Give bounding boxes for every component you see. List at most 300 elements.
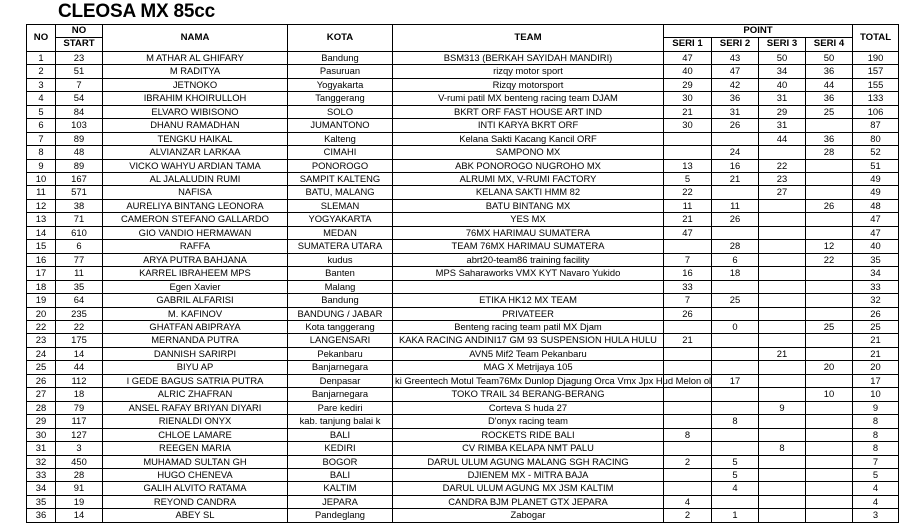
cell-total: 4 [853,482,899,495]
cell-seri-1 [664,442,712,455]
cell-team: BSM313 (BERKAH SAYIDAH MANDIRI) [393,51,664,64]
cell-kota: Tanggerang [288,92,393,105]
table-row [27,105,899,118]
cell-start: 84 [56,105,103,118]
cell-no: 22 [27,320,56,333]
table-row [27,468,899,481]
cell-seri-4 [806,468,853,481]
cell-seri-1: 8 [664,428,712,441]
cell-kota: Pekanbaru [288,347,393,360]
cell-start: 89 [56,159,103,172]
cell-seri-2 [712,226,759,239]
cell-seri-4 [806,509,853,522]
cell-seri-3: 31 [759,92,806,105]
cell-seri-4: 26 [806,199,853,212]
cell-start: 571 [56,186,103,199]
cell-nama: GALIH ALVITO RATAMA [103,482,288,495]
cell-seri-3 [759,334,806,347]
table-row [27,294,899,307]
cell-seri-3: 23 [759,172,806,185]
table-row [27,213,899,226]
cell-no: 28 [27,401,56,414]
cell-nama: ELVARO WIBISONO [103,105,288,118]
cell-nama: MUHAMAD SULTAN GH [103,455,288,468]
cell-seri-1: 11 [664,199,712,212]
cell-seri-4: 50 [806,51,853,64]
table-row [27,51,899,64]
table-row [27,186,899,199]
cell-seri-3 [759,280,806,293]
cell-no: 15 [27,240,56,253]
standings-table [26,24,899,523]
table-row [27,240,899,253]
table-row [27,509,899,522]
cell-kota: SUMATERA UTARA [288,240,393,253]
cell-seri-2: 31 [712,105,759,118]
cell-team [393,280,664,293]
cell-seri-1: 7 [664,294,712,307]
cell-seri-4 [806,172,853,185]
cell-no: 30 [27,428,56,441]
cell-seri-1 [664,415,712,428]
table-row [27,361,899,374]
cell-no: 4 [27,92,56,105]
cell-seri-4: 12 [806,240,853,253]
cell-start: 28 [56,468,103,481]
cell-kota: Malang [288,280,393,293]
cell-seri-2: 26 [712,213,759,226]
cell-seri-1 [664,132,712,145]
cell-kota: PONOROGO [288,159,393,172]
header-seri-1: SERI 1 [664,38,712,51]
cell-seri-2: 43 [712,51,759,64]
cell-team: DJIENEM MX - MITRA BAJA [393,468,664,481]
cell-seri-3 [759,415,806,428]
cell-seri-3: 34 [759,65,806,78]
page-title: CLEOSA MX 85cc [58,1,215,22]
cell-seri-4 [806,213,853,226]
cell-no: 11 [27,186,56,199]
cell-kota: kab. tanjung balai k [288,415,393,428]
cell-total: 8 [853,442,899,455]
cell-kota: Banjarnegara [288,388,393,401]
table-row [27,495,899,508]
cell-seri-4: 22 [806,253,853,266]
cell-kota: BOGOR [288,455,393,468]
table-row [27,226,899,239]
cell-seri-1: 2 [664,509,712,522]
cell-no: 17 [27,267,56,280]
cell-no: 16 [27,253,56,266]
cell-no: 12 [27,199,56,212]
cell-kota: SAMPIT KALTENG [288,172,393,185]
cell-nama: CAMERON STEFANO GALLARDO [103,213,288,226]
cell-kota: MEDAN [288,226,393,239]
cell-seri-1: 29 [664,78,712,91]
cell-seri-3 [759,468,806,481]
cell-seri-4 [806,159,853,172]
cell-kota: LANGENSARI [288,334,393,347]
cell-seri-1: 21 [664,213,712,226]
cell-seri-1: 47 [664,226,712,239]
cell-seri-3 [759,428,806,441]
cell-seri-2: 25 [712,294,759,307]
cell-seri-4 [806,186,853,199]
cell-start: 64 [56,294,103,307]
cell-seri-4 [806,401,853,414]
cell-seri-4 [806,226,853,239]
table-row [27,253,899,266]
table-row [27,388,899,401]
cell-no: 3 [27,78,56,91]
cell-start: 77 [56,253,103,266]
cell-seri-3: 40 [759,78,806,91]
header-no: NO [27,25,56,52]
cell-team: ki Greentech Motul Team76Mx Dunlop Djagung Orca Vmx Jpx Hud Melon ol [393,374,664,387]
cell-team: CANDRA BJM PLANET GTX JEPARA [393,495,664,508]
cell-seri-3 [759,374,806,387]
cell-nama: ANSEL RAFAY BRIYAN DIYARI [103,401,288,414]
cell-kota: Banten [288,267,393,280]
cell-seri-2: 28 [712,240,759,253]
cell-seri-1 [664,401,712,414]
cell-seri-3 [759,253,806,266]
cell-nama: ABEY SL [103,509,288,522]
cell-seri-2: 11 [712,199,759,212]
cell-total: 32 [853,294,899,307]
cell-nama: ALRIC ZHAFRAN [103,388,288,401]
cell-total: 87 [853,119,899,132]
cell-team: abrt20-team86 training facility [393,253,664,266]
cell-seri-4: 36 [806,132,853,145]
cell-total: 40 [853,240,899,253]
cell-nama: M. KAFINOV [103,307,288,320]
cell-no: 20 [27,307,56,320]
cell-start: 89 [56,132,103,145]
cell-seri-1: 5 [664,172,712,185]
cell-total: 49 [853,186,899,199]
cell-team: V-rumi patil MX benteng racing team DJAM [393,92,664,105]
cell-no: 13 [27,213,56,226]
cell-seri-1: 2 [664,455,712,468]
cell-kota: CIMAHI [288,146,393,159]
table-row [27,78,899,91]
cell-seri-2 [712,442,759,455]
cell-no: 2 [27,65,56,78]
cell-seri-2: 47 [712,65,759,78]
cell-total: 21 [853,334,899,347]
cell-seri-1: 16 [664,267,712,280]
cell-nama: GABRIL ALFARISI [103,294,288,307]
table-body [27,51,899,522]
cell-seri-4: 25 [806,105,853,118]
cell-total: 51 [853,159,899,172]
cell-start: 79 [56,401,103,414]
cell-kota: Kalteng [288,132,393,145]
cell-no: 36 [27,509,56,522]
cell-seri-2: 1 [712,509,759,522]
cell-team: ALRUMI MX, V-RUMI FACTORY [393,172,664,185]
cell-seri-2: 16 [712,159,759,172]
cell-seri-2: 24 [712,146,759,159]
header-total: TOTAL [853,25,899,52]
cell-kota: BALI [288,428,393,441]
cell-team: Benteng racing team patil MX Djam [393,320,664,333]
cell-seri-2 [712,132,759,145]
cell-start: 127 [56,428,103,441]
cell-seri-4 [806,267,853,280]
cell-seri-4 [806,374,853,387]
cell-start: 235 [56,307,103,320]
cell-start: 450 [56,455,103,468]
cell-seri-4 [806,334,853,347]
cell-seri-2: 4 [712,482,759,495]
cell-total: 33 [853,280,899,293]
cell-nama: M ATHAR AL GHIFARY [103,51,288,64]
cell-team: BATU BINTANG MX [393,199,664,212]
cell-kota: BATU, MALANG [288,186,393,199]
cell-no: 6 [27,119,56,132]
table-row [27,146,899,159]
cell-no: 14 [27,226,56,239]
cell-total: 3 [853,509,899,522]
cell-seri-3: 29 [759,105,806,118]
cell-total: 20 [853,361,899,374]
cell-total: 80 [853,132,899,145]
cell-seri-2: 5 [712,455,759,468]
cell-no: 10 [27,172,56,185]
cell-start: 38 [56,199,103,212]
cell-team: Kelana Sakti Kacang Kancil ORF [393,132,664,145]
cell-nama: DANNISH SARIRPI [103,347,288,360]
cell-total: 106 [853,105,899,118]
cell-team: DARUL ULUM AGUNG MALANG SGH RACING [393,455,664,468]
cell-seri-4 [806,280,853,293]
table-row [27,374,899,387]
cell-no: 32 [27,455,56,468]
cell-no: 1 [27,51,56,64]
cell-seri-4 [806,294,853,307]
cell-total: 35 [853,253,899,266]
table-row [27,482,899,495]
cell-kota: kudus [288,253,393,266]
cell-team: CV RIMBA KELAPA NMT PALU [393,442,664,455]
cell-no: 23 [27,334,56,347]
cell-seri-3: 22 [759,159,806,172]
cell-total: 48 [853,199,899,212]
header-seri-2: SERI 2 [712,38,759,51]
cell-start: 54 [56,92,103,105]
cell-seri-4: 28 [806,146,853,159]
cell-start: 6 [56,240,103,253]
cell-seri-4 [806,455,853,468]
header-point: POINT [664,25,853,38]
cell-seri-3 [759,455,806,468]
cell-seri-1 [664,320,712,333]
cell-total: 49 [853,172,899,185]
cell-seri-2: 0 [712,320,759,333]
cell-start: 14 [56,347,103,360]
cell-no: 18 [27,280,56,293]
table-row [27,199,899,212]
cell-seri-4 [806,347,853,360]
cell-kota: JUMANTONO [288,119,393,132]
cell-seri-1 [664,240,712,253]
table-row [27,132,899,145]
cell-start: 167 [56,172,103,185]
cell-total: 155 [853,78,899,91]
cell-nama: RAFFA [103,240,288,253]
cell-seri-4 [806,495,853,508]
cell-team: KAKA RACING ANDINI17 GM 93 SUSPENSION HULA HULU [393,334,664,347]
cell-no: 24 [27,347,56,360]
table-row [27,428,899,441]
cell-nama: DHANU RAMADHAN [103,119,288,132]
cell-seri-1: 22 [664,186,712,199]
table-row [27,334,899,347]
cell-start: 11 [56,267,103,280]
cell-kota: KALTIM [288,482,393,495]
cell-nama: KARREL IBRAHEEM MPS [103,267,288,280]
cell-start: 175 [56,334,103,347]
cell-kota: SOLO [288,105,393,118]
cell-team: Rizqy motorsport [393,78,664,91]
table-row [27,347,899,360]
cell-nama: ARYA PUTRA BAHJANA [103,253,288,266]
cell-nama: REEGEN MARIA [103,442,288,455]
cell-seri-1: 40 [664,65,712,78]
cell-seri-3: 27 [759,186,806,199]
header-seri-3: SERI 3 [759,38,806,51]
cell-seri-3: 8 [759,442,806,455]
cell-seri-2: 6 [712,253,759,266]
cell-start: 18 [56,388,103,401]
header-row-top [27,25,899,38]
cell-team: TOKO TRAIL 34 BERANG-BERANG [393,388,664,401]
cell-nama: BIYU AP [103,361,288,374]
cell-kota: Pare kediri [288,401,393,414]
table-row [27,172,899,185]
cell-team: DARUL ULUM AGUNG MX JSM KALTIM [393,482,664,495]
cell-seri-2: 18 [712,267,759,280]
cell-start: 23 [56,51,103,64]
cell-team: MPS Saharaworks VMX KYT Navaro Yukido [393,267,664,280]
cell-start: 35 [56,280,103,293]
cell-start: 103 [56,119,103,132]
cell-seri-4 [806,415,853,428]
cell-nama: TENGKU HAIKAL [103,132,288,145]
cell-no: 19 [27,294,56,307]
cell-kota: Bandung [288,51,393,64]
cell-start: 117 [56,415,103,428]
cell-start: 71 [56,213,103,226]
cell-start: 610 [56,226,103,239]
cell-seri-1: 33 [664,280,712,293]
cell-seri-2 [712,428,759,441]
cell-nama: AURELIYA BINTANG LEONORA [103,199,288,212]
cell-seri-2 [712,361,759,374]
cell-seri-2: 5 [712,468,759,481]
cell-team: 76MX HARIMAU SUMATERA [393,226,664,239]
cell-seri-3: 21 [759,347,806,360]
header-seri-4: SERI 4 [806,38,853,51]
cell-no: 31 [27,442,56,455]
cell-nama: JETNOKO [103,78,288,91]
cell-team: Corteva S huda 27 [393,401,664,414]
cell-team: MAG X Metrijaya 105 [393,361,664,374]
cell-seri-4 [806,307,853,320]
cell-seri-1 [664,361,712,374]
table-row [27,401,899,414]
cell-seri-3 [759,495,806,508]
cell-team: KELANA SAKTI HMM 82 [393,186,664,199]
cell-kota: Pandeglang [288,509,393,522]
cell-seri-3 [759,294,806,307]
cell-start: 19 [56,495,103,508]
cell-kota: Bandung [288,294,393,307]
cell-total: 133 [853,92,899,105]
cell-kota: BANDUNG / JABAR [288,307,393,320]
table-row [27,280,899,293]
cell-team: PRIVATEER [393,307,664,320]
cell-nama: GIO VANDIO HERMAWAN [103,226,288,239]
cell-start: 48 [56,146,103,159]
table-row [27,92,899,105]
table-row [27,119,899,132]
cell-start: 7 [56,78,103,91]
cell-seri-3 [759,226,806,239]
table-row [27,320,899,333]
cell-team: rizqy motor sport [393,65,664,78]
cell-no: 8 [27,146,56,159]
table-row [27,159,899,172]
cell-kota: BALI [288,468,393,481]
cell-start: 14 [56,509,103,522]
cell-no: 27 [27,388,56,401]
cell-seri-4 [806,119,853,132]
header-no-start-top: NO [56,25,103,38]
cell-team: AVN5 Mif2 Team Pekanbaru [393,347,664,360]
cell-team: ETIKA HK12 MX TEAM [393,294,664,307]
cell-seri-1: 7 [664,253,712,266]
table-row [27,307,899,320]
cell-seri-3: 31 [759,119,806,132]
cell-nama: HUGO CHENEVA [103,468,288,481]
cell-kota: SLEMAN [288,199,393,212]
cell-seri-2 [712,186,759,199]
cell-start: 44 [56,361,103,374]
cell-nama: NAFISA [103,186,288,199]
cell-seri-3 [759,320,806,333]
cell-total: 47 [853,213,899,226]
cell-start: 112 [56,374,103,387]
cell-no: 5 [27,105,56,118]
cell-seri-3 [759,146,806,159]
cell-seri-4: 36 [806,65,853,78]
cell-seri-4: 36 [806,92,853,105]
cell-seri-3 [759,267,806,280]
cell-team: ABK PONOROGO NUGROHO MX [393,159,664,172]
cell-seri-3 [759,307,806,320]
header-no-start-bottom: START [56,38,103,51]
cell-seri-4 [806,428,853,441]
cell-start: 91 [56,482,103,495]
cell-nama: CHLOE LAMARE [103,428,288,441]
cell-seri-3 [759,388,806,401]
cell-kota: Kota tanggerang [288,320,393,333]
cell-no: 9 [27,159,56,172]
cell-no: 26 [27,374,56,387]
